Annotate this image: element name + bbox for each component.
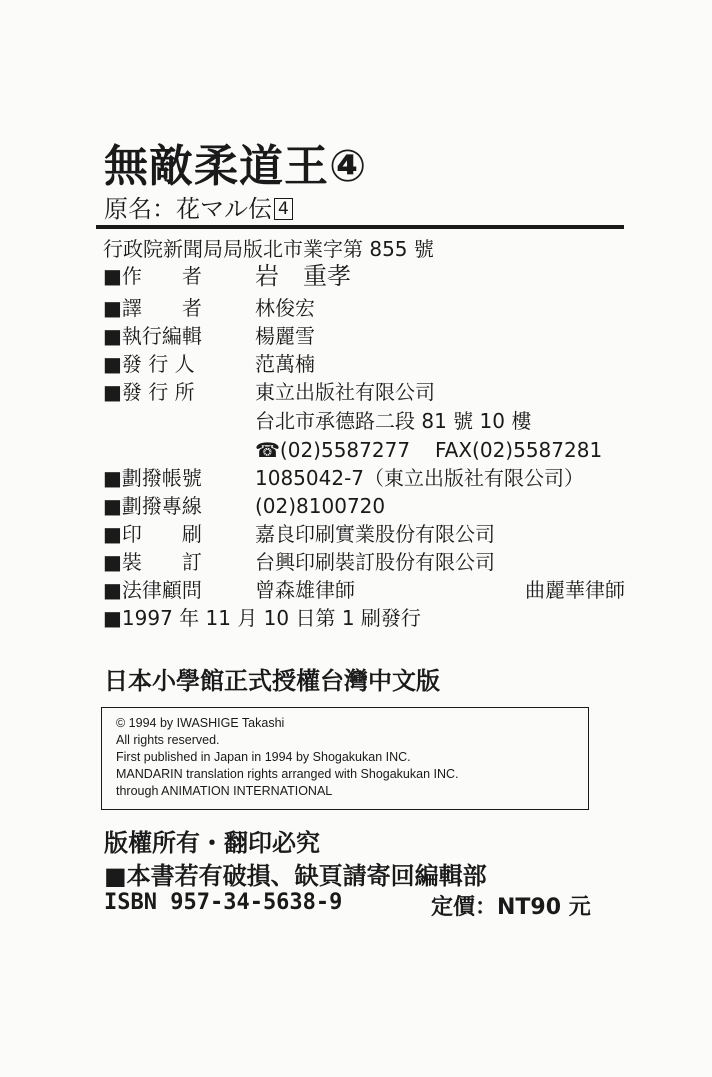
credit-value: 楊麗雪 [255, 324, 315, 348]
license-number: 行政院新聞局局版北市業字第 855 號 [103, 237, 434, 261]
return-notice: ■本書若有破損、缺頁請寄回編輯部 [104, 862, 487, 890]
credit-label: ■劃撥專線 [103, 494, 202, 518]
copyright-line: First published in Japan in 1994 by Shogakukan INC. [116, 750, 411, 764]
publication-date: ■1997 年 11 月 10 日第 1 刷發行 [103, 606, 421, 630]
authorization-statement: 日本小學館正式授權台灣中文版 [104, 667, 440, 695]
credit-label: ■執行編輯 [103, 324, 202, 348]
copyright-line: MANDARIN translation rights arranged with Shogakukan INC. [116, 767, 459, 781]
credit-label: ■劃撥帳號 [103, 466, 202, 490]
book-title: 無敵柔道王④ [104, 141, 368, 192]
credit-label: ■裝 訂 [103, 550, 202, 574]
divider-rule [96, 225, 624, 229]
credit-value: 東立出版社有限公司 [255, 380, 435, 404]
credit-label: ■發 行 人 [103, 352, 195, 376]
publisher-phone-line [255, 436, 603, 464]
copyright-line: © 1994 by IWASHIGE Takashi [116, 716, 285, 730]
credit-value: 岩 重孝 [255, 262, 351, 290]
price: 定價：NT90 元 [431, 895, 591, 920]
publisher-address: 台北市承德路二段 81 號 10 樓 [255, 409, 532, 433]
copyright-line: All rights reserved. [116, 733, 220, 747]
original-volume-box: 4 [274, 198, 293, 220]
credit-value: (02)8100720 [255, 494, 386, 518]
copyright-box [101, 707, 589, 810]
credit-label: ■發 行 所 [103, 380, 195, 404]
publisher-fax: FAX(02)5587281 [435, 438, 603, 462]
original-title [104, 189, 293, 224]
original-title-label: 原名：花マル伝 [104, 195, 272, 223]
credit-label: ■法律顧問 [103, 578, 202, 602]
legal-lawyers [255, 576, 625, 604]
lawyer-2: 曲麗華律師 [525, 578, 625, 602]
credit-value: 林俊宏 [255, 296, 315, 320]
rights-reserved: 版權所有・翻印必究 [104, 829, 320, 857]
credit-value: 台興印刷裝訂股份有限公司 [255, 550, 495, 574]
publisher-tel: ☎(02)5587277 [255, 438, 411, 462]
credit-value: 范萬楠 [255, 352, 315, 376]
isbn: ISBN 957-34-5638-9 [104, 890, 343, 915]
copyright-line: through ANIMATION INTERNATIONAL [116, 784, 333, 798]
lawyer-1: 曾森雄律師 [255, 578, 355, 602]
credit-label: ■作 者 [103, 264, 202, 288]
credit-value: 嘉良印刷實業股份有限公司 [255, 522, 495, 546]
credit-value: 1085042-7（東立出版社有限公司） [255, 466, 585, 490]
credit-label: ■印 刷 [103, 522, 202, 546]
credit-label: ■譯 者 [103, 296, 202, 320]
